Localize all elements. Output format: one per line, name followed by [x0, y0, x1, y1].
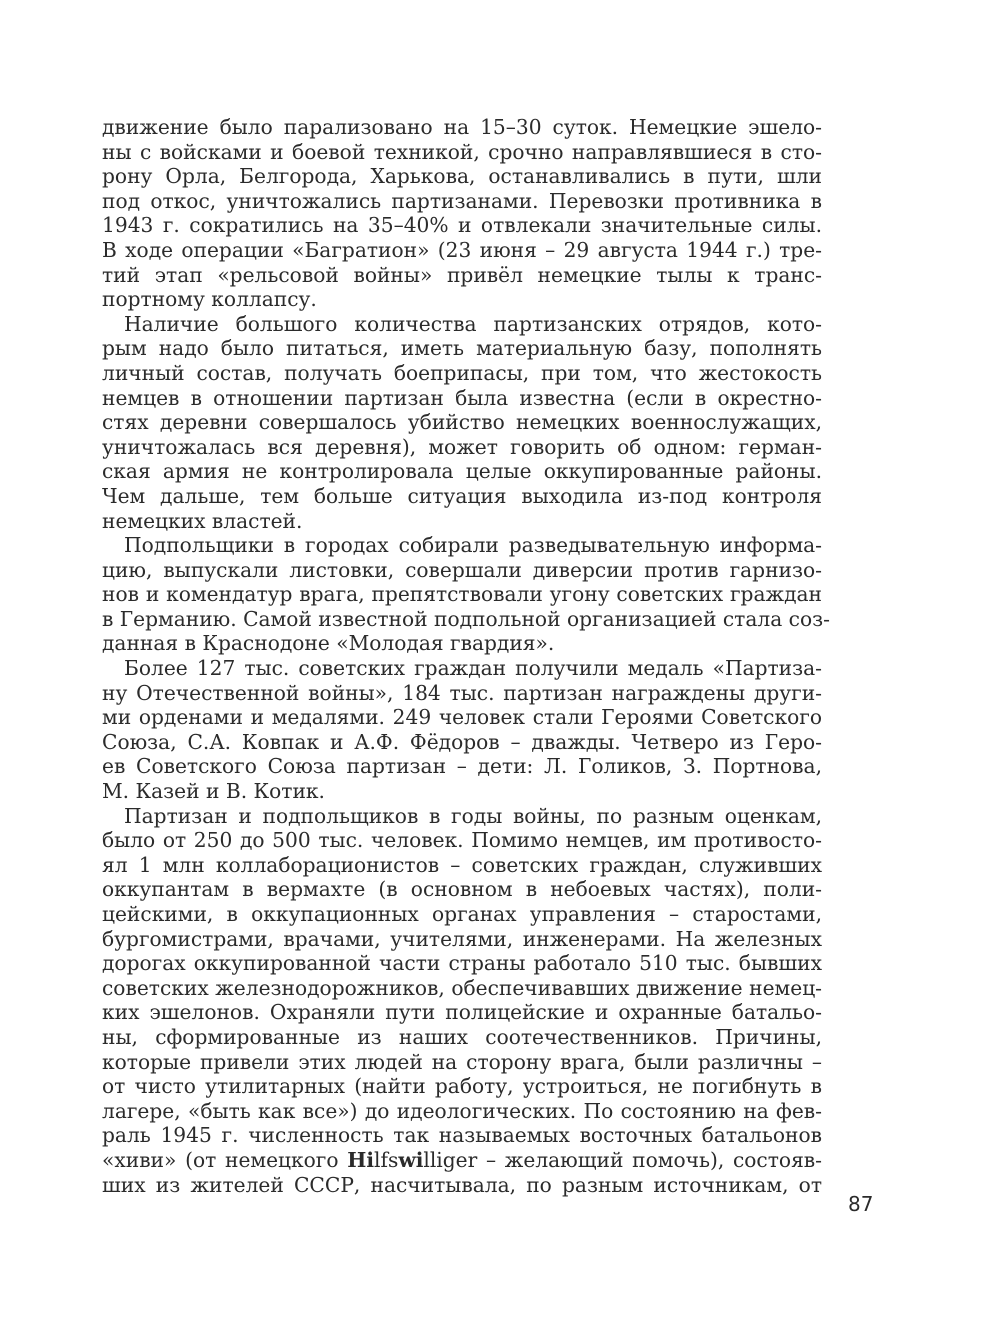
- hiwi-text-line: [102, 1148, 822, 1173]
- hiwi-bold-part-1: Hi: [347, 1147, 375, 1172]
- text-line: ких эшелонов. Охраняли пути полицейские и охранные батальо-: [102, 1000, 822, 1025]
- text-line: ми орденами и медалями. 249 человек стали Героями Советского: [102, 705, 822, 730]
- text-line: движение было парализовано на 15–30 суток. Немецкие эшело-: [102, 115, 822, 139]
- text-line: которые привели этих людей на сторону врага, были различны –: [102, 1049, 822, 1074]
- hiwi-middle: lfs: [374, 1147, 399, 1172]
- paragraph-start-line: Более 127 тыс. советских граждан получили медаль «Партиза-: [124, 656, 822, 681]
- text-line: ну Отечественной войны», 184 тыс. партизан награждены други-: [102, 680, 822, 705]
- text-line: ял 1 млн коллаборационистов – советских граждан, служивших: [102, 852, 822, 877]
- text-line: нов и комендатур врага, препятствовали угону советских граждан: [102, 582, 822, 607]
- body-text: [102, 115, 830, 1197]
- text-line: в Германию. Самой известной подпольной организацией стала соз-: [102, 606, 830, 631]
- text-line: дорогах оккупированной части страны работало 510 тыс. бывших: [102, 951, 822, 976]
- text-line: Чем дальше, тем больше ситуация выходила из-под контроля: [102, 483, 822, 508]
- hiwi-before: «хиви» (от немецкого: [102, 1147, 348, 1172]
- text-line: М. Казей и В. Котик.: [102, 779, 325, 804]
- text-line: ших из жителей СССР, насчитывала, по разным источникам, от: [102, 1172, 822, 1197]
- paragraph-start-line: Подпольщики в городах собирали разведывательную информа-: [124, 533, 822, 558]
- text-line: оккупантам в вермахте (в основном в небоевых частях), поли-: [102, 877, 822, 902]
- text-line: данная в Краснодоне «Молодая гвардия».: [102, 631, 555, 656]
- text-line: ская армия не контролировала целые оккупированные районы.: [102, 459, 822, 484]
- text-line: ны с войсками и боевой техникой, срочно направлявшиеся в сто-: [102, 139, 822, 164]
- text-line: лагере, «быть как все») до идеологических. По состоянию на фев-: [102, 1098, 822, 1123]
- paragraph-start-line: Партизан и подпольщиков в годы войны, по разным оценкам,: [124, 803, 822, 828]
- text-line: личный состав, получать боеприпасы, при том, что жестокость: [102, 360, 822, 385]
- hiwi-after: lliger – желающий помочь), состояв-: [423, 1147, 822, 1172]
- text-line: под откос, уничтожались партизанами. Перевозки противника в: [102, 188, 822, 213]
- text-line: рону Орла, Белгорода, Харькова, останавливались в пути, шли: [102, 164, 822, 189]
- text-line: цейскими, в оккупационных органах управления – старостами,: [102, 902, 822, 926]
- text-line: портному коллапсу.: [102, 287, 317, 312]
- text-line: Союза, С.А. Ковпак и А.Ф. Фёдоров – дважды. Четверо из Геро-: [102, 729, 822, 754]
- text-line: рым надо было питаться, иметь материальную базу, пополнять: [102, 336, 822, 361]
- text-line: немцев в отношении партизан была известна (если в окрестно-: [102, 385, 822, 410]
- text-line: бургомистрами, врачами, учителями, инженерами. На железных: [102, 926, 822, 951]
- text-line: В ходе операции «Багратион» (23 июня – 29 августа 1944 г.) тре-: [102, 237, 822, 262]
- text-line: 1943 г. сократились на 35–40% и отвлекали значительные силы.: [102, 213, 822, 238]
- hiwi-bold-part-2: wi: [398, 1147, 424, 1172]
- text-line: тий этап «рельсовой войны» привёл немецкие тылы к транс-: [102, 262, 822, 287]
- text-line: уничтожалась вся деревня), может говорить об одном: герман-: [102, 434, 822, 459]
- text-line: советских железнодорожников, обеспечивавших движение немец-: [102, 975, 822, 1000]
- text-line: от чисто утилитарных (найти работу, устроиться, не погибнуть в: [102, 1074, 822, 1099]
- paragraph-start-line: Наличие большого количества партизанских отрядов, кото-: [124, 311, 822, 336]
- text-line: цию, выпускали листовки, совершали диверсии против гарнизо-: [102, 557, 822, 582]
- text-line: стях деревни совершалось убийство немецких военнослужащих,: [102, 410, 822, 435]
- text-line: было от 250 до 500 тыс. человек. Помимо немцев, им противосто-: [102, 828, 822, 853]
- text-line: раль 1945 г. численность так называемых восточных батальонов: [102, 1123, 822, 1148]
- page-number: 87: [848, 1192, 874, 1216]
- text-line: ев Советского Союза партизан – дети: Л. Голиков, З. Портнова,: [102, 754, 822, 779]
- text-line: немецких властей.: [102, 508, 303, 533]
- text-line: ны, сформированные из наших соотечественников. Причины,: [102, 1024, 822, 1049]
